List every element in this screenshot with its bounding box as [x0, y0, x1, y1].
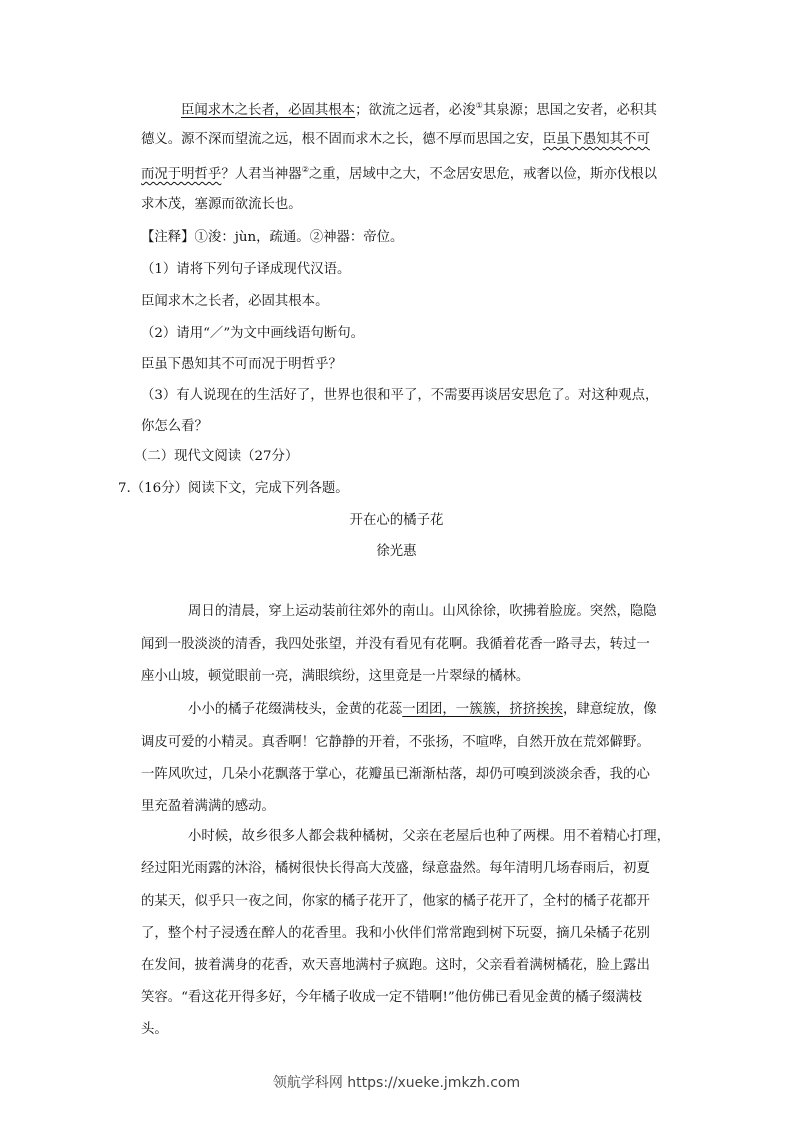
article-title: 开在心的橘子花: [349, 513, 444, 528]
classical-line-2: 德义。源不深而望流之远，根不固而求木之长，德不厚而思国之安，臣虽下愚知其不可: [141, 132, 650, 147]
article-p3-line-1: 小时候，故乡很多人都会栽种橘树，父亲在老屋后也种了两棵。用不着精心打理，: [188, 829, 671, 844]
wavy-underlined-sentence: 臣虽下愚知其不可: [542, 132, 650, 147]
footer-watermark: 领航学科网 https://xueke.jmkzh.com: [272, 1075, 521, 1091]
article-p2-line-2: 调皮可爱的小精灵。真香啊！它静静的开着，不张扬，不喧哗，自然开放在荒郊僻野。: [141, 735, 650, 750]
question-2-text: 臣虽下愚知其不可而况于明哲乎？: [141, 357, 342, 372]
article-p1-line-2: 闻到一股淡淡的清香，我四处张望，并没有看见有花啊。我循着花香一路寻去，转过一: [141, 637, 650, 652]
article-p2-line-4: 里充盈着满满的感动。: [141, 799, 275, 814]
wavy-underlined-sentence-end: 而况于明哲乎: [141, 167, 222, 182]
article-p3-line-4: 了，整个村子浸透在醉人的花香里。我和小伙伴们常常跑到树下玩耍，摘几朵橘子花别: [141, 926, 650, 941]
question-7: 7.（16分）阅读下文，完成下列各题。: [118, 481, 349, 496]
question-3-line-1: （3）有人说现在的生活好了，世界也很和平了，不需要再谈居安思危了。对这种观点，: [141, 388, 659, 403]
annotation-note: 【注释】①浚：jùn，疏通。②神器：帝位。: [141, 230, 404, 245]
question-3-line-2: 你怎么看？: [141, 419, 208, 434]
article-p2-line-1: 小小的橘子花缀满枝头，金黄的花蕊一团团，一簇簇，挤挤挨挨，肆意绽放，像: [188, 702, 657, 717]
classical-line-4: 求木茂，塞源而欲流长也。: [141, 197, 302, 212]
underlined-phrase: 一团团，一簇簇，挤挤挨挨: [402, 702, 563, 717]
article-p1-line-3: 座小山坡，顿觉眼前一亮，满眼缤纷，这里竟是一片翠绿的橘林。: [141, 669, 530, 684]
classical-line-3: 而况于明哲乎？人君当神器②之重，居域中之大，不念居安思危，戒奢以俭，斯亦伐根以: [141, 165, 658, 182]
underlined-sentence: 臣闻求木之长者，必固其根本: [181, 103, 356, 118]
article-author: 徐光惠: [376, 544, 417, 559]
article-p1-line-1: 周日的清晨，穿上运动装前往郊外的南山。山风徐徐，吹拂着脸庞。突然，隐隐: [188, 604, 657, 619]
article-p2-line-3: 一阵风吹过，几朵小花飘落于掌心，花瓣虽已渐渐枯落，却仍可嗅到淡淡余香，我的心: [141, 767, 650, 782]
article-p3-line-6: 笑容。“看这花开得多好，今年橘子收成一定不错啊!”他仿佛已看见金黄的橘子缀满枝: [141, 990, 643, 1005]
footnote-mark-2: ②: [301, 165, 309, 174]
question-1-text: 臣闻求木之长者，必固其根本。: [141, 294, 329, 309]
classical-line-1: 臣闻求木之长者，必固其根本；欲流之远者，必浚①其泉源；思国之安者，必积其: [181, 101, 657, 118]
question-2: （2）请用“／”为文中画线语句断句。: [141, 326, 365, 341]
article-p3-line-7: 头。: [141, 1022, 168, 1037]
question-1: （1）请将下列句子译成现代汉语。: [141, 262, 351, 277]
article-p3-line-2: 经过阳光雨露的沐浴，橘树很快长得高大茂盛，绿意盎然。每年清明几场春雨后，初夏: [141, 861, 650, 876]
footnote-mark-1: ①: [475, 101, 483, 110]
section-heading: （二）现代文阅读（27分）: [134, 449, 299, 464]
article-p3-line-5: 在发间，披着满身的花香，欢天喜地满村子疯跑。这时，父亲看着满树橘花，脸上露出: [141, 958, 650, 973]
article-p3-line-3: 的某天，似乎只一夜之间，你家的橘子花开了，他家的橘子花开了，全村的橘子花都开: [141, 894, 650, 909]
